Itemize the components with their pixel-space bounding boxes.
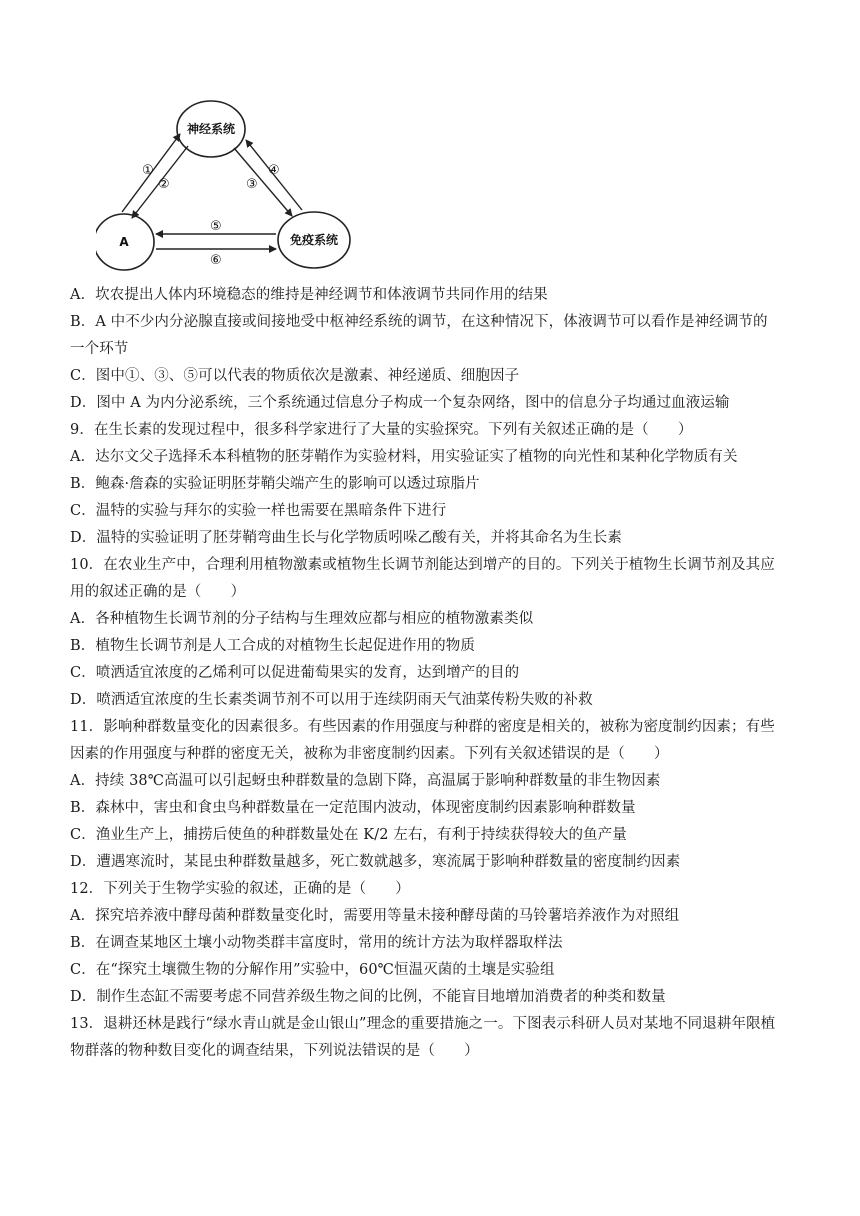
option-line: C．温特的实验与拜尔的实验一样也需要在黑暗条件下进行 — [70, 503, 447, 519]
question-stem: 因素的作用强度与种群的密度无关，被称为非密度制约因素。下列有关叙述错误的是（ ） — [70, 746, 669, 762]
arrow-label-2: ② — [158, 177, 170, 192]
arrow-label-3: ③ — [246, 177, 258, 192]
diagram-svg — [96, 92, 358, 276]
option-line: D．图中 A 为内分泌系统，三个系统通过信息分子构成一个复杂网络，图中的信息分子均通过血液运输 — [70, 395, 730, 411]
option-line: C．渔业生产上，捕捞后使鱼的种群数量处在 K/2 左右，有利于持续获得较大的鱼产量 — [70, 827, 627, 843]
option-line: B．在调查某地区土壤小动物类群丰富度时，常用的统计方法为取样器取样法 — [70, 935, 563, 951]
node-a-label: A — [119, 235, 129, 249]
regulation-network-diagram — [96, 92, 358, 276]
option-line: D．喷洒适宜浓度的生长素类调节剂不可以用于连续阴雨天气油菜传粉失败的补救 — [70, 692, 593, 708]
option-line: A．各种植物生长调节剂的分子结构与生理效应都与相应的植物激素类似 — [70, 611, 534, 627]
arrow-label-6: ⑥ — [210, 253, 222, 268]
option-line: D．制作生态缸不需要考虑不同营养级生物之间的比例，不能盲目地增加消费者的种类和数量 — [70, 989, 666, 1005]
question-stem: 12．下列关于生物学实验的叙述，正确的是（ ） — [70, 881, 410, 897]
arrow-label-1: ① — [142, 163, 154, 178]
question-stem: 13．退耕还林是践行“绿水青山就是金山银山”理念的重要措施之一。下图表示科研人员对某地不同退耕年限植 — [70, 1016, 776, 1032]
option-line: D．温特的实验证明了胚芽鞘弯曲生长与化学物质吲哚乙酸有关，并将其命名为生长素 — [70, 530, 622, 546]
option-line: A．持续 38℃高温可以引起蚜虫种群数量的急剧下降，高温属于影响种群数量的非生物因素 — [70, 773, 661, 789]
option-line: A．坎农提出人体内环境稳态的维持是神经调节和体液调节共同作用的结果 — [70, 287, 548, 303]
node-immune-label: 免疫系统 — [289, 233, 339, 247]
option-line: D．遭遇寒流时，某昆虫种群数量越多，死亡数就越多，寒流属于影响种群数量的密度制约因素 — [70, 854, 681, 870]
option-line: B．A 中不少内分泌腺直接或间接地受中枢神经系统的调节，在这种情况下，体液调节可以看作是神经调节的 — [70, 314, 768, 330]
question-stem: 物群落的物种数目变化的调查结果，下列说法错误的是（ ） — [70, 1043, 479, 1059]
question-stem: 11．影响种群数量变化的因素很多。有些因素的作用强度与种群的密度是相关的，被称为密度制约因素；有些 — [70, 719, 775, 735]
option-line: 一个环节 — [70, 341, 129, 357]
option-line: B．植物生长调节剂是人工合成的对植物生长起促进作用的物质 — [70, 638, 475, 654]
arrow-label-4: ④ — [268, 163, 280, 178]
question-stem: 10．在农业生产中，合理利用植物激素或植物生长调节剂能达到增产的目的。下列关于植物生长调节剂及其应 — [70, 557, 775, 573]
question-text — [70, 282, 794, 1065]
arrow-label-5: ⑤ — [210, 219, 222, 234]
node-nervous-label: 神经系统 — [186, 122, 236, 136]
option-line: C．图中①、③、⑤可以代表的物质依次是激素、神经递质、细胞因子 — [70, 368, 520, 384]
question-stem: 9．在生长素的发现过程中，很多科学家进行了大量的实验探究。下列有关叙述正确的是（ ） — [70, 422, 693, 438]
option-line: C．喷洒适宜浓度的乙烯利可以促进葡萄果实的发育，达到增产的目的 — [70, 665, 520, 681]
option-line: A．探究培养液中酵母菌种群数量变化时，需要用等量未接种酵母菌的马铃薯培养液作为对照组 — [70, 908, 680, 924]
option-line: A．达尔文父子选择禾本科植物的胚芽鞘作为实验材料，用实验证实了植物的向光性和某种化学物质有关 — [70, 449, 738, 465]
option-line: B．森林中，害虫和食虫鸟种群数量在一定范围内波动，体现密度制约因素影响种群数量 — [70, 800, 636, 816]
option-line: B．鲍森·詹森的实验证明胚芽鞘尖端产生的影响可以透过琼脂片 — [70, 476, 480, 492]
arrow-3 — [234, 148, 292, 216]
option-line: C．在“探究土壤微生物的分解作用”实验中，60℃恒温灭菌的土壤是实验组 — [70, 962, 555, 978]
question-stem: 用的叙述正确的是（ ） — [70, 584, 246, 600]
